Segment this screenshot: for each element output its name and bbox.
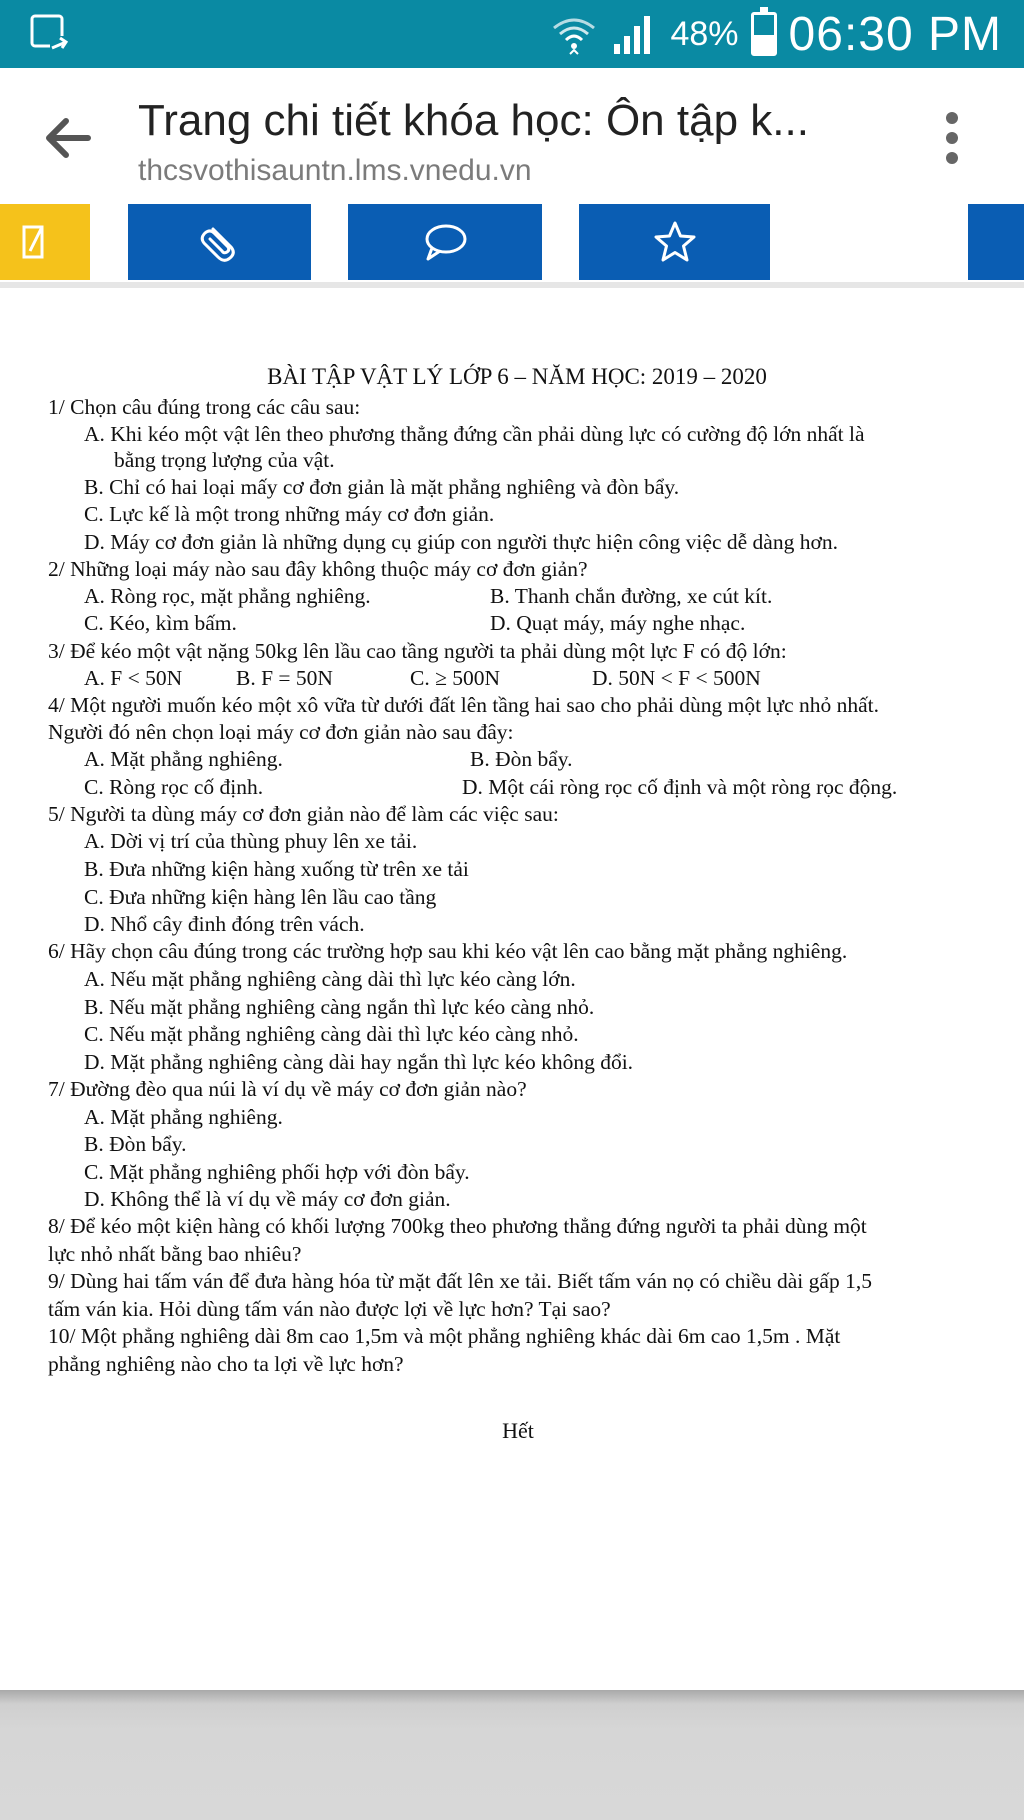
battery-percent: 48% bbox=[670, 14, 739, 53]
answer-line: C. Lực kế là một trong những máy cơ đơn giản. bbox=[84, 502, 495, 526]
question-5: 5/ Người ta dùng máy cơ đơn giản nào để làm các việc sau: bbox=[48, 802, 559, 826]
blank-tab[interactable] bbox=[770, 204, 968, 280]
page-title: Trang chi tiết khóa học: Ôn tập k... bbox=[138, 96, 809, 145]
answer-line: C. Ròng rọc cố định. bbox=[84, 775, 264, 799]
question-7: 7/ Đường đèo qua núi là ví dụ về máy cơ đơn giản nào? bbox=[48, 1077, 527, 1101]
status-bar bbox=[0, 0, 1024, 68]
edit-icon bbox=[22, 219, 68, 265]
question-line: lực nhỏ nhất bằng bao nhiêu? bbox=[48, 1242, 302, 1266]
back-button[interactable] bbox=[38, 108, 98, 168]
answer-line: D. Quạt máy, máy nghe nhạc. bbox=[490, 611, 746, 635]
answer-line: B. Thanh chắn đường, xe cút kít. bbox=[490, 584, 773, 608]
answer-line: A. Mặt phẳng nghiêng. bbox=[84, 747, 283, 771]
comment-icon bbox=[422, 219, 468, 265]
more-vert-icon bbox=[940, 108, 964, 168]
answer-line: A. Mặt phẳng nghiêng. bbox=[84, 1105, 283, 1129]
answer-line: B. Nếu mặt phẳng nghiêng càng ngắn thì lực kéo càng nhỏ. bbox=[84, 995, 595, 1019]
answer-line: bằng trọng lượng của vật. bbox=[114, 448, 335, 472]
answer-line: B. Chỉ có hai loại mấy cơ đơn giản là mặt phẳng nghiêng và đòn bẩy. bbox=[84, 475, 680, 499]
toolbar-shadow bbox=[0, 282, 1024, 288]
paperclip-icon bbox=[197, 219, 243, 265]
answer-line: C. Nếu mặt phẳng nghiêng càng dài thì lực kéo càng nhỏ. bbox=[84, 1022, 579, 1046]
notification-icon bbox=[28, 12, 72, 56]
end-text: Hết bbox=[502, 1418, 534, 1443]
answer-line: C. Kéo, kìm bấm. bbox=[84, 611, 237, 635]
question-9: 9/ Dùng hai tấm ván để đưa hàng hóa từ mặt đất lên xe tải. Biết tấm ván nọ có chiều dài gấp 1,5 bbox=[48, 1269, 872, 1293]
answer-line: B. Đưa những kiện hàng xuống từ trên xe tải bbox=[84, 857, 469, 881]
answer-line: C. Mặt phẳng nghiêng phối hợp với đòn bẩy. bbox=[84, 1160, 470, 1184]
answer-line: B. Đòn bẩy. bbox=[470, 747, 573, 771]
course-toolbar bbox=[0, 204, 1024, 282]
document-page bbox=[0, 290, 1024, 1690]
comments-tab[interactable] bbox=[348, 204, 542, 280]
answer-line: D. Máy cơ đơn giản là những dụng cụ giúp con người thực hiện công việc dễ dàng hơn. bbox=[84, 530, 838, 554]
answer-line: B. Đòn bẩy. bbox=[84, 1132, 187, 1156]
answer-line: A. F < 50N bbox=[84, 666, 183, 690]
question-2: 2/ Những loại máy nào sau đây không thuộc máy cơ đơn giản? bbox=[48, 557, 588, 581]
wifi-icon bbox=[550, 10, 598, 58]
edit-tab[interactable] bbox=[0, 204, 90, 280]
question-10: 10/ Một phẳng nghiêng dài 8m cao 1,5m và một phẳng nghiêng khác dài 6m cao 1,5m . Mặt bbox=[48, 1324, 841, 1348]
overflow-menu-button[interactable] bbox=[940, 108, 964, 168]
answer-line: D. Mặt phẳng nghiêng càng dài hay ngắn thì lực kéo không đổi. bbox=[84, 1050, 634, 1074]
clock: 06:30 PM bbox=[788, 7, 1002, 61]
back-arrow-icon bbox=[38, 108, 98, 168]
answer-line: D. 50N < F < 500N bbox=[592, 666, 761, 690]
question-4: 4/ Một người muốn kéo một xô vữa từ dưới đất lên tầng hai sao cho phải dùng một lực nhỏ nhất. bbox=[48, 693, 880, 717]
attachments-tab[interactable] bbox=[128, 204, 311, 280]
answer-line: A. Dời vị trí của thùng phuy lên xe tải. bbox=[84, 829, 418, 853]
answer-line: D. Không thể là ví dụ về máy cơ đơn giản. bbox=[84, 1187, 451, 1211]
favorite-tab[interactable] bbox=[579, 204, 770, 280]
app-bar bbox=[0, 68, 1024, 204]
answer-line: A. Ròng rọc, mặt phẳng nghiêng. bbox=[84, 584, 371, 608]
bottom-area bbox=[0, 1690, 1024, 1820]
answer-line: A. Nếu mặt phẳng nghiêng càng dài thì lực kéo càng lớn. bbox=[84, 967, 576, 991]
signal-icon bbox=[610, 10, 658, 58]
question-line: tấm ván kia. Hỏi dùng tấm ván nào được lợi về lực hơn? Tại sao? bbox=[48, 1297, 611, 1321]
question-line: phẳng nghiêng nào cho ta lợi về lực hơn? bbox=[48, 1352, 404, 1376]
battery-level-fill bbox=[754, 35, 774, 53]
question-6: 6/ Hãy chọn câu đúng trong các trường hợp sau khi kéo vật lên cao bằng mặt phẳng nghiêng. bbox=[48, 939, 848, 963]
question-3: 3/ Để kéo một vật nặng 50kg lên lầu cao tầng người ta phải dùng một lực F có độ lớn: bbox=[48, 639, 787, 663]
answer-line: C. ≥ 500N bbox=[410, 666, 501, 690]
answer-line: D. Một cái ròng rọc cố định và một ròng rọc động. bbox=[462, 775, 898, 799]
page-url: thcsvothisauntn.lms.vnedu.vn bbox=[138, 154, 532, 187]
more-tab[interactable] bbox=[968, 204, 1024, 280]
question-1: 1/ Chọn câu đúng trong các câu sau: bbox=[48, 395, 361, 419]
star-icon bbox=[652, 219, 698, 265]
answer-line: A. Khi kéo một vật lên theo phương thẳng đứng cần phải dùng lực có cường độ lớn nhất là bbox=[84, 422, 865, 446]
battery-icon bbox=[751, 12, 777, 56]
document-title: BÀI TẬP VẬT LÝ LỚP 6 – NĂM HỌC: 2019 – 2020 bbox=[267, 364, 767, 389]
answer-line: C. Đưa những kiện hàng lên lầu cao tầng bbox=[84, 885, 437, 909]
answer-line: D. Nhổ cây đinh đóng trên vách. bbox=[84, 912, 365, 936]
answer-line: B. F = 50N bbox=[236, 666, 333, 690]
question-8: 8/ Để kéo một kiện hàng có khối lượng 700kg theo phương thẳng đứng người ta phải dùng một bbox=[48, 1214, 867, 1238]
question-line: Người đó nên chọn loại máy cơ đơn giản nào sau đây: bbox=[48, 720, 514, 744]
